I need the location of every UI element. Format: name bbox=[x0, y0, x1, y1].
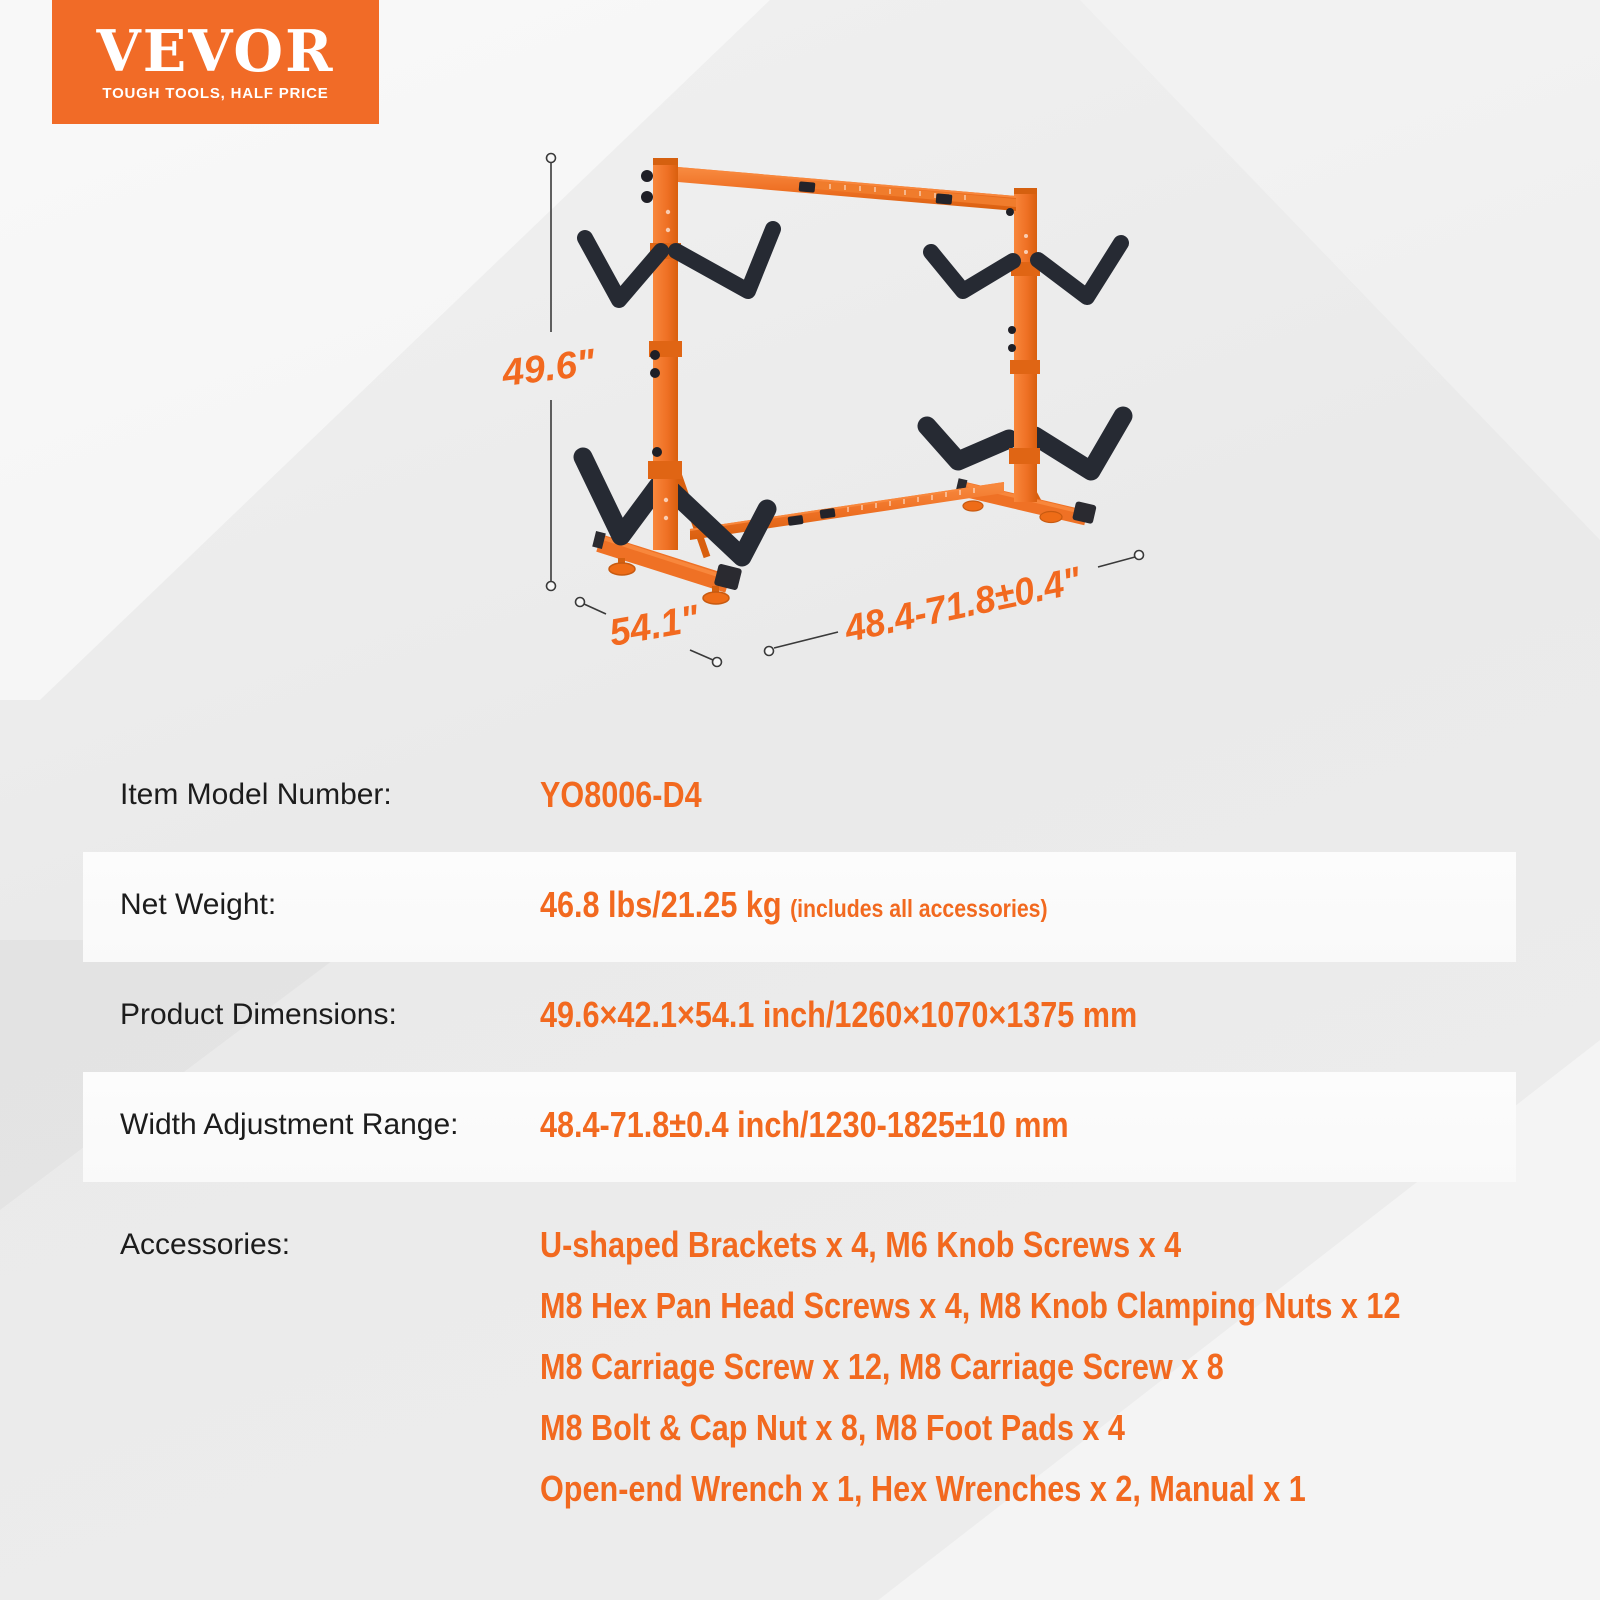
spec-value-net-weight bbox=[540, 884, 1048, 927]
net-weight-note: (includes all accessories) bbox=[790, 895, 1048, 923]
spec-value-model: YO8006-D4 bbox=[540, 774, 702, 815]
accessories-line: U-shaped Brackets x 4, M6 Knob Screws x 4 bbox=[540, 1224, 1182, 1265]
dim-height-label: 49.6" bbox=[499, 342, 597, 395]
spec-value-dimensions: 49.6×42.1×54.1 inch/1260×1070×1375 mm bbox=[540, 994, 1138, 1035]
accessories-line: Open-end Wrench x 1, Hex Wrenches x 2, Manual x 1 bbox=[540, 1468, 1306, 1509]
accessories-line: M8 Hex Pan Head Screws x 4, M8 Knob Clamping Nuts x 12 bbox=[540, 1285, 1401, 1326]
net-weight-value: 46.8 lbs/21.25 kg bbox=[540, 884, 782, 925]
spec-label-dimensions: Product Dimensions: bbox=[120, 998, 397, 1031]
spec-label-net-weight: Net Weight: bbox=[120, 888, 277, 921]
spec-value-width-range: 48.4-71.8±0.4 inch/1230-1825±10 mm bbox=[540, 1104, 1069, 1145]
spec-label-accessories: Accessories: bbox=[120, 1228, 291, 1261]
logo-tagline: TOUGH TOOLS, HALF PRICE bbox=[102, 85, 329, 102]
logo-wordmark: VEVOR bbox=[96, 18, 335, 85]
accessories-line: M8 Carriage Screw x 12, M8 Carriage Screw x 8 bbox=[540, 1346, 1224, 1387]
spec-label-width-range: Width Adjustment Range: bbox=[120, 1108, 459, 1141]
spec-value-accessories bbox=[540, 1214, 1400, 1519]
vevor-logo bbox=[52, 0, 379, 124]
dim-depth-label: 54.1" bbox=[606, 597, 705, 655]
spec-label-model: Item Model Number: bbox=[120, 778, 392, 811]
accessories-line: M8 Bolt & Cap Nut x 8, M8 Foot Pads x 4 bbox=[540, 1407, 1125, 1448]
background-wedge bbox=[1080, 0, 1600, 540]
kayak-rack-illustration bbox=[583, 158, 1123, 604]
dim-width-label: 48.4-71.8±0.4" bbox=[841, 557, 1097, 651]
